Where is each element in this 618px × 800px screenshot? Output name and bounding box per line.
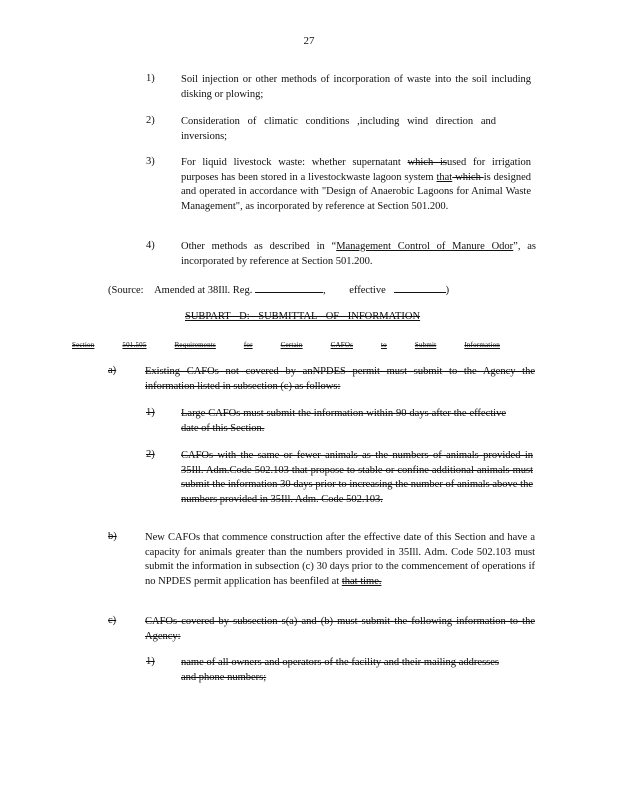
list-item-text: For liquid livestock waste: whether supernatant which isused for irrigation purposes has been stored in a livestockwaste lagoon system that which is designed and operated in accordance with "Design of Anaerobic Lagoons for Animal Waste Management", as incorporated by reference at Section 501.200. xyxy=(181,157,532,212)
list-item-text: CAFOs covered by subsection s(a) and (b) must submit the following information to the Agency: xyxy=(145,616,535,642)
list-item-number: b) xyxy=(108,531,117,542)
list-item-text: Soil injection or other methods of incorporation of waste into the soil including disking or plowing; xyxy=(181,74,531,100)
list-item-number: 1) xyxy=(146,656,155,667)
list-item-number: a) xyxy=(108,365,117,376)
list-item-number: 3) xyxy=(146,156,155,167)
list-item-text: Other methods as described in “Management Control of Manure Odor”, as incorporated by reference at Section 501.200. xyxy=(181,241,536,267)
subpart-heading: SUBPART D: SUBMITTAL OF INFORMATION xyxy=(185,311,421,322)
list-item-number: 4) xyxy=(146,240,155,251)
source-note: (Source: Amended at 38Ill. Reg. , effective ) xyxy=(108,282,449,299)
list-item-number: c) xyxy=(108,615,117,626)
list-item-text: New CAFOs that commence construction after the effective date of this Section and have a capacity for animals greater than the numbers provided in 35Ill. Adm. Code 502.103 must submit the information in subsection (c) 30 days prior to the commencement of operations if no NPDES permit application has beenfiled at that time. xyxy=(145,532,535,587)
list-item-text: CAFOs with the same or fewer animals as the numbers of animals provided in 35Ill. Adm.Code 502.103 that propose to stable or confine additional animals must submit the information 30 days prior to increasing the number of animals above the numbers provided in 35Ill. Adm. Code 502.103. xyxy=(181,450,533,505)
list-item-text: Large CAFOs must submit the information within 90 days after the effective date of this Section. xyxy=(181,408,506,434)
struck-text: that time. xyxy=(341,575,382,587)
list-item-text: Consideration of climatic conditions ,including wind direction and inversions; xyxy=(181,116,496,142)
list-item-number: 2) xyxy=(146,115,155,126)
list-item-number: 1) xyxy=(146,407,155,418)
section-heading: Section 501.505 Requirements for Certain CAFOs to Submit Information xyxy=(72,341,500,349)
struck-text: which xyxy=(452,171,484,183)
list-item-text: name of all owners and operators of the facility and their mailing addresses and phone numbers; xyxy=(181,657,499,683)
blank-line xyxy=(394,282,446,293)
list-item-text: Existing CAFOs not covered by anNPDES permit must submit to the Agency the information listed in subsection (c) as follows: xyxy=(145,366,535,392)
blank-line xyxy=(255,282,323,293)
page-number: 27 xyxy=(303,35,315,47)
struck-text: which is xyxy=(407,157,447,168)
inserted-text: that xyxy=(436,171,453,183)
list-item-number: 2) xyxy=(146,449,155,460)
inserted-text: Management Control of Manure Odor xyxy=(336,241,514,252)
list-item-number: 1) xyxy=(146,73,155,84)
